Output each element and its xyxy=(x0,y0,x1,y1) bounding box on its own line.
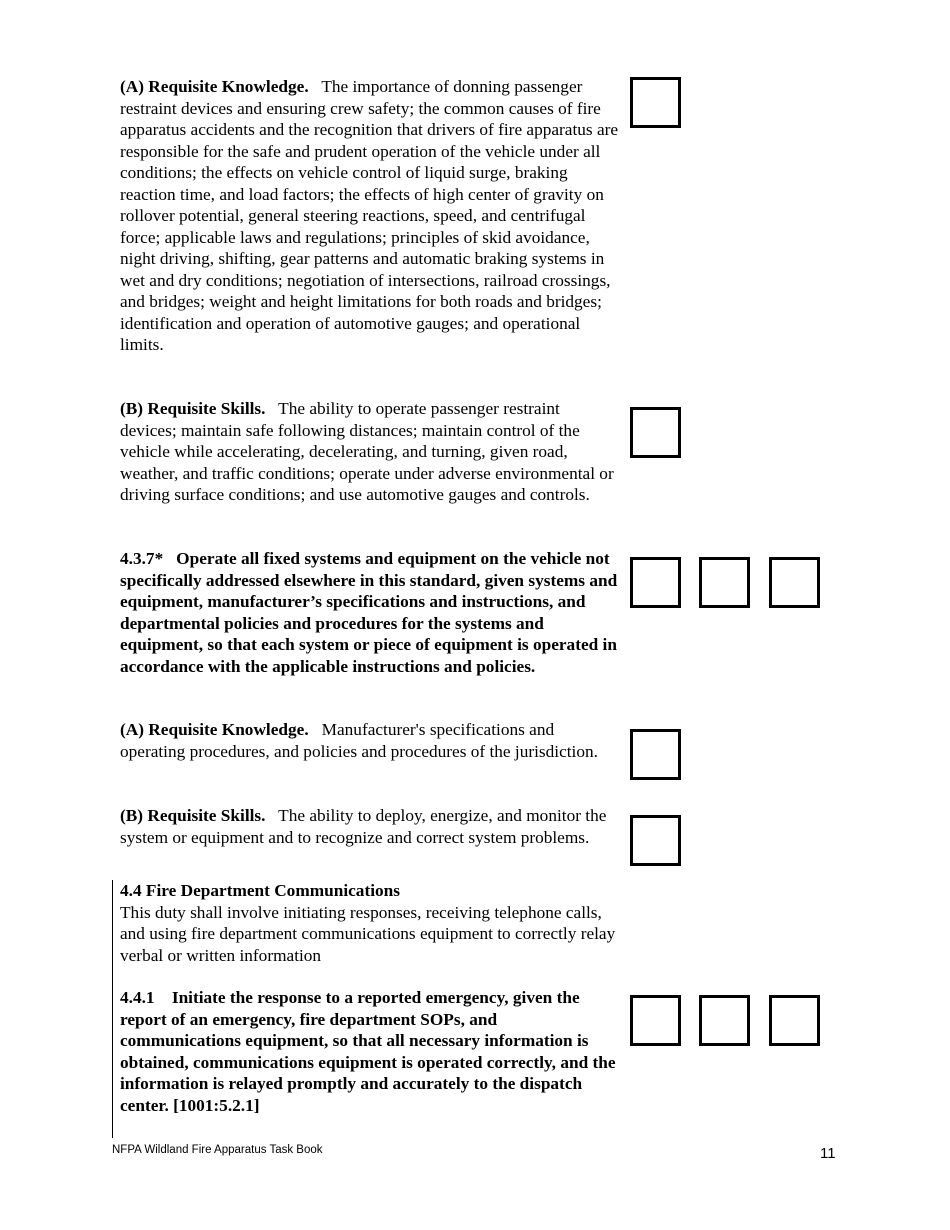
signoff-checkbox[interactable] xyxy=(769,995,820,1046)
requisite-knowledge-label: (A) Requisite Knowledge. xyxy=(120,77,309,96)
requisite-knowledge-1 xyxy=(120,76,620,356)
signoff-checkbox[interactable] xyxy=(630,995,681,1046)
signoff-checkbox[interactable] xyxy=(699,995,750,1046)
requisite-knowledge-2 xyxy=(120,719,620,762)
signoff-checkbox[interactable] xyxy=(630,407,681,458)
signoff-checkbox[interactable] xyxy=(630,815,681,866)
section-number: 4.3.7* xyxy=(120,549,164,568)
page-number: 11 xyxy=(820,1145,836,1162)
requisite-knowledge-text: Manufacturer's specifications and operating procedures, and policies and procedures of the jurisdiction. xyxy=(120,720,598,761)
requisite-skills-text: The ability to operate passenger restraint devices; maintain safe following distances; maintain control of the vehicle while accelerating, decelerating, and turning, given road, weather, and traffic conditions; operate under adverse environmental or driving surface conditions; and use automotive gauges and controls. xyxy=(120,399,614,504)
requisite-skills-text: The ability to deploy, energize, and monitor the system or equipment and to recognize and correct system problems. xyxy=(120,806,607,847)
section-description: This duty shall involve initiating responses, receiving telephone calls, and using fire department communications equipment to correctly relay verbal or written information xyxy=(120,902,616,965)
section-number: 4.4.1 xyxy=(120,988,155,1007)
signoff-checkbox[interactable] xyxy=(630,557,681,608)
requisite-skills-1 xyxy=(120,398,620,506)
section-4-4 xyxy=(120,880,620,966)
section-heading: 4.4 Fire Department Communications xyxy=(120,881,400,900)
signoff-checkbox[interactable] xyxy=(630,729,681,780)
section-text: Initiate the response to a reported emergency, given the report of an emergency, fire department SOPs, and communications equipment, so that all necessary information is obtained, communications equipment is operated correctly, and the information is relayed promptly and accurately to the dispatch center. [1001:5.2.1] xyxy=(120,988,616,1115)
requisite-knowledge-label: (A) Requisite Knowledge. xyxy=(120,720,309,739)
signoff-checkbox[interactable] xyxy=(769,557,820,608)
requisite-skills-2 xyxy=(120,805,620,848)
signoff-checkbox[interactable] xyxy=(630,77,681,128)
section-4-3-7 xyxy=(120,548,620,677)
footer-title: NFPA Wildland Fire Apparatus Task Book xyxy=(112,1144,323,1156)
change-bar xyxy=(112,880,113,1138)
section-4-4-1 xyxy=(120,987,620,1116)
requisite-knowledge-text: The importance of donning passenger restraint devices and ensuring crew safety; the common causes of fire apparatus accidents and the recognition that drivers of fire apparatus are responsible for the safe and prudent operation of the vehicle under all conditions; the effects on vehicle control of liquid surge, braking reaction time, and load factors; the effects of high center of gravity on rollover potential, general steering reactions, speed, and centrifugal force; applicable laws and regulations; principles of skid avoidance, night driving, shifting, gear patterns and automatic braking systems in wet and dry conditions; negotiation of intersections, railroad crossings, and bridges; weight and height limitations for both roads and bridges; identification and operation of automotive gauges; and operational limits. xyxy=(120,77,619,354)
section-text: Operate all fixed systems and equipment on the vehicle not specifically addressed elsewhere in this standard, given systems and equipment, manufacturer’s specifications and instructions, and departmental policies and procedures for the systems and equipment, so that each system or piece of equipment is operated in accordance with the applicable instructions and policies. xyxy=(120,549,618,676)
requisite-skills-label: (B) Requisite Skills. xyxy=(120,806,266,825)
requisite-skills-label: (B) Requisite Skills. xyxy=(120,399,266,418)
signoff-checkbox[interactable] xyxy=(699,557,750,608)
